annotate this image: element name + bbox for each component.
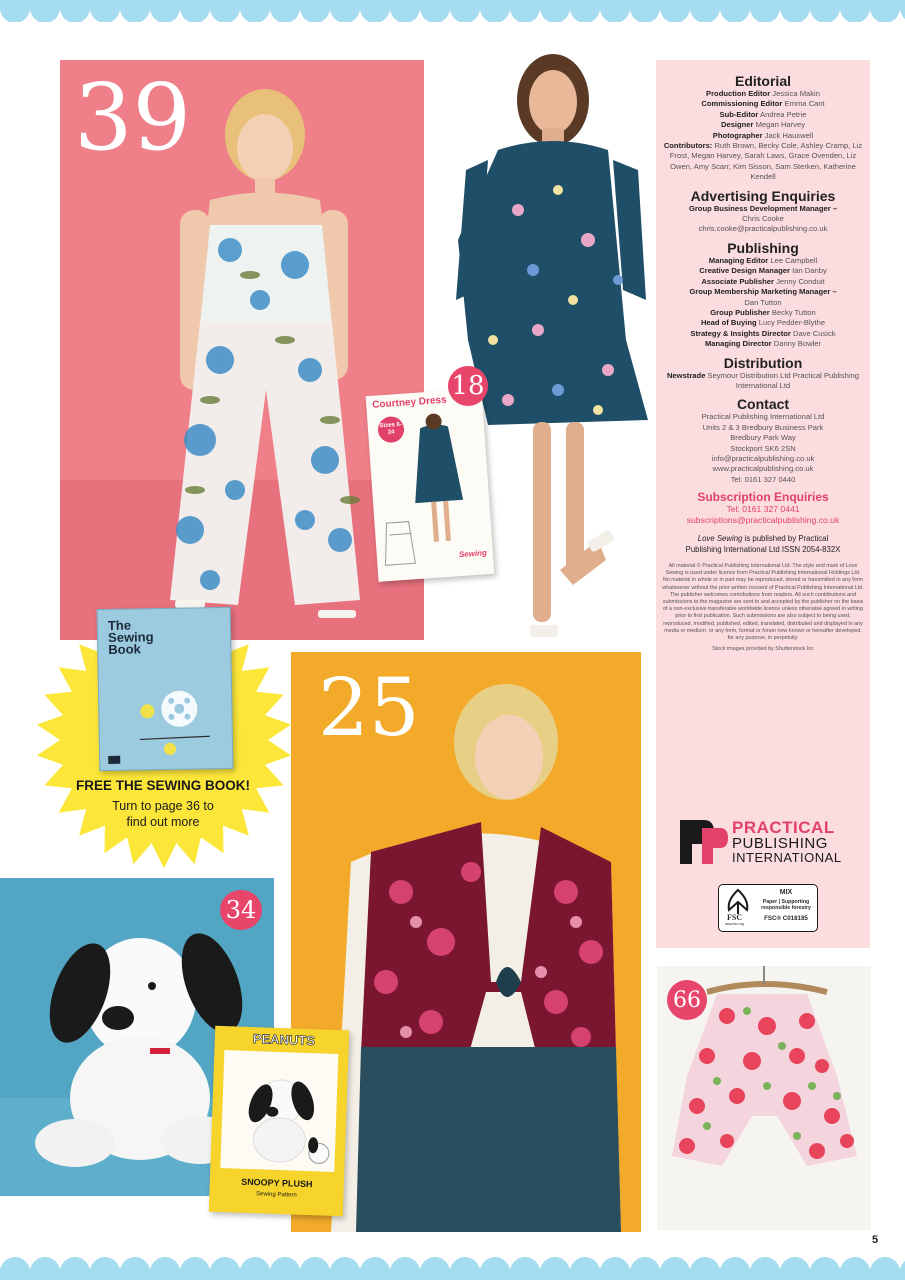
published-by — [662, 534, 864, 555]
credit-row: Production Editor Jessica Makin — [706, 89, 820, 98]
legal-block — [662, 563, 864, 653]
heading-publishing: Publishing — [727, 239, 799, 256]
scallop-border-top — [0, 0, 905, 22]
credit-row: Creative Design Manager Ian Danby — [699, 266, 827, 276]
promo-line2: find out more — [126, 815, 200, 829]
credit-row: Commissioning Editor Emma Cant — [701, 99, 825, 109]
stock-credit: Stock images provided by Shutterstock Inc — [712, 646, 814, 653]
contact-line: Units 2 & 3 Bredbury Business Park — [702, 422, 824, 432]
badge-text-34: 34 — [225, 896, 257, 924]
scallop-border-bottom — [0, 1254, 905, 1280]
published-by-line1: Love Sewing is published by Practical — [697, 534, 829, 544]
project-badge-18 — [448, 366, 488, 406]
credit-row: Chris Cooke — [742, 214, 784, 224]
promo-heading: FREE THE SEWING BOOK! — [75, 778, 250, 793]
subscription-email[interactable]: subscriptions@practicalpublishing.co.uk — [686, 515, 840, 526]
heading-advertising: Advertising Enquiries — [690, 187, 836, 204]
credit-row: Managing Director Danny Bowler — [704, 339, 822, 349]
logo-text-international: INTERNATIONAL — [732, 850, 842, 865]
credits-panel — [656, 60, 870, 948]
legal-text: All material © Practical Publishing International Ltd. The style and mark of Love Sewing is used under licence from Practical Publishing International Holdings Ltd. No material in whole or in part may be reproduced, stored or transmitted in any form whatsoever without the prior written consent of Practical Publishing International Ltd. The publisher welcomes contributions from readers. All such contributions and submissions to the magazine are sent to and accepted by the publisher on the basis of a non-exclusive transferable worldwide licence unless otherwise agreed in writing prior to first publication. Such submissions are also subject to being used, reproduced, modified, published, edited, translated, distributed and displayed in any media or medium, or any form, format or forum now known or hereafter developed, for any purpose, in perpetuity. — [662, 563, 864, 642]
pattern-envelope-snoopy — [209, 1026, 349, 1217]
badge-text-18: 18 — [451, 371, 485, 401]
credit-row: Group Membership Marketing Manager – — [689, 287, 837, 297]
credit-row: Head of Buying Lucy Pedder-Blythe — [700, 318, 826, 328]
contributors: Contributors: Ruth Brown, Becky Cole, Ashley Cramp, Liz Frost, Megan Harvey, Sarah Laws, Grace Ovenden, Liz Owen, Amy Scarr, Kim Sisson, Sam Sterken, Katherine Kendell — [663, 141, 863, 182]
pattern-sizes-text: Sizes 6-24 — [379, 421, 403, 436]
badge-text-66: 66 — [673, 987, 701, 1013]
credit-row: Strategy & Insights Director Dave Cusick — [690, 328, 836, 338]
contact-line: Tel: 0161 327 0440 — [730, 474, 796, 484]
fsc-mix: MIX — [779, 889, 793, 896]
pattern-title-snoopy: SNOOPY PLUSH — [240, 1176, 313, 1190]
promo-line1: Turn to page 36 to — [112, 799, 214, 813]
heading-distribution: Distribution — [723, 354, 803, 371]
fsc-badge — [718, 884, 818, 932]
published-by-line2: Publishing International Ltd ISSN 2054-832X — [685, 544, 841, 554]
subscription-tel: Tel: 0161 327 0441 — [726, 504, 800, 515]
pattern-photo-frame — [220, 1050, 338, 1172]
section-subscription — [662, 490, 864, 526]
pattern-title-courtney: Courtney Dress — [371, 394, 447, 411]
pattern-brand-peanuts: PEANUTS — [252, 1031, 316, 1049]
book-bobbin-art — [98, 608, 233, 770]
fsc-line1: Paper | Supporting — [762, 899, 810, 905]
project-number-25: 25 — [318, 661, 420, 754]
section-distribution — [662, 355, 864, 392]
logo-text-publishing: PUBLISHING — [732, 835, 828, 852]
logo-text-practical: PRACTICAL — [732, 818, 835, 837]
project-badge-34 — [220, 890, 262, 930]
credit-row: Sub-Editor Andrea Petrie — [719, 109, 807, 119]
contact-website[interactable]: www.practicalpublishing.co.uk — [712, 464, 814, 474]
credit-row: Newstrade Seymour Distribution Ltd Practical Publishing International Ltd — [666, 370, 860, 390]
contact-email[interactable]: info@practicalpublishing.co.uk — [711, 453, 815, 463]
pattern-envelope-courtney — [366, 388, 495, 582]
heading-subscription: Subscription Enquiries — [697, 490, 829, 505]
sewing-book-cover — [97, 607, 234, 771]
project-badge-66 — [667, 980, 707, 1020]
fsc-site: www.fsc.org — [725, 922, 744, 926]
book-title: The Sewing Book — [107, 617, 154, 657]
pattern-subtitle-snoopy: Sewing Pattern — [255, 1191, 297, 1199]
credit-row: Designer Megan Harvey — [720, 120, 805, 130]
project-number-39: 39 — [74, 64, 192, 171]
page-number: 5 — [872, 1234, 879, 1246]
credit-row: Photographer Jack Hauxwell — [712, 130, 814, 140]
pp-logo-icon — [678, 818, 730, 866]
credit-row: Dan Tutton — [744, 297, 782, 307]
fsc-label: FSC — [727, 913, 743, 922]
section-contact — [662, 396, 864, 485]
promo-text — [80, 798, 246, 830]
credit-row: Group Publisher Becky Tutton — [710, 307, 816, 317]
section-publishing — [662, 240, 864, 350]
section-editorial — [662, 73, 864, 183]
heading-editorial: Editorial — [734, 73, 791, 89]
fsc-code: FSC® C018185 — [764, 915, 808, 922]
practical-publishing-logo — [678, 818, 848, 868]
credit-row: Associate Publisher Jenny Conduit — [701, 276, 825, 286]
contact-line: Practical Publishing International Ltd — [701, 412, 825, 422]
contact-line: Stockport SK6 2SN — [730, 443, 796, 453]
heading-contact: Contact — [736, 396, 790, 413]
contact-line: Bredbury Park Way — [730, 433, 796, 443]
credit-row: Group Business Development Manager – — [688, 203, 838, 213]
advertising-email[interactable]: chris.cooke@practicalpublishing.co.uk — [698, 224, 828, 234]
credit-row: Managing Editor Lee Campbell — [708, 255, 818, 265]
fsc-line2: responsible forestry — [761, 905, 811, 911]
section-advertising — [662, 188, 864, 235]
pattern-brand-courtney: Sewing — [458, 548, 488, 560]
